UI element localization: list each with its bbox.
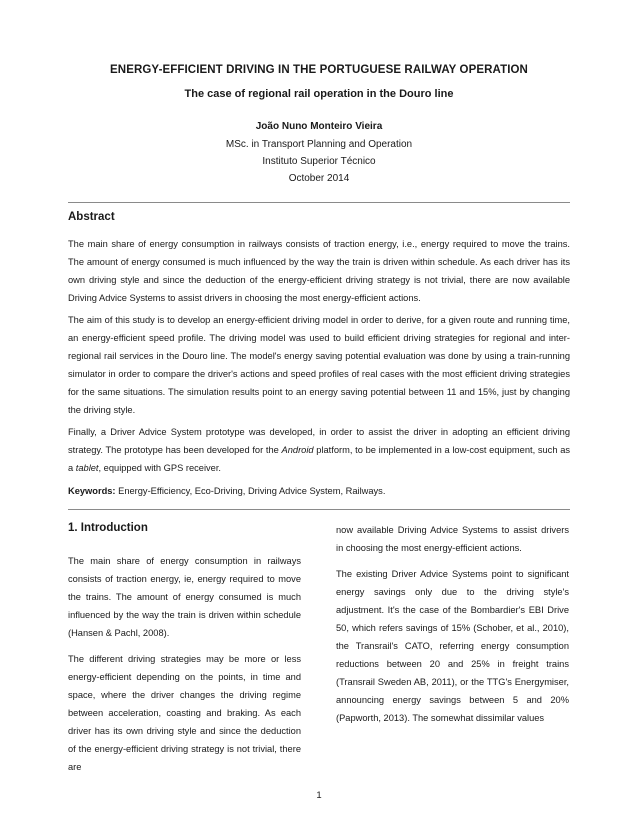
abstract-heading: Abstract: [68, 211, 115, 223]
intro-right-paragraph-1: now available Driving Advice Systems to assist drivers in choosing the most energy-efficient actions.: [336, 525, 569, 553]
divider-bottom: [68, 509, 570, 510]
paper-date: October 2014: [288, 173, 350, 184]
abstract-paragraph-1: The main share of energy consumption in railways consists of traction energy, i.e., energy required to move the trains. The amount of energy consumed is much influenced by the way the train is driven within schedule. As each driver has its own driving style and since the deduction of the energy-efficient driving strategy is not trivial, there are now available Driving Advice Systems to assist drivers in choosing the most energy-efficient actions.: [68, 239, 570, 303]
divider-top: [68, 202, 570, 203]
author-name: João Nuno Monteiro Vieira: [255, 121, 383, 132]
page-number: 1: [316, 790, 322, 801]
column-left: [68, 522, 301, 784]
intro-left-paragraph-2: The different driving strategies may be more or less energy-efficient depending on the points, in time and space, where the driver changes the driving regime between acceleration, coasting and braking. As each driver has its own driving style and since the deduction of the energy-efficient driving strategy is not trivial, there are: [68, 654, 301, 772]
tablet-term: tablet: [75, 463, 99, 473]
abstract-p3-part-c: , equipped with GPS receiver.: [98, 463, 221, 473]
abstract-paragraph-3: [68, 423, 570, 477]
abstract-paragraph-2: The aim of this study is to develop an energy-efficient driving model in order to derive, for a given route and running time, an energy-efficient speed profile. The driving model was used to build efficient driving strategies for regional and inter-regional rail services in the Douro line. The model's energy saving potential evaluation was done by using a train-running simulator in order to compare the driver's actions and speed profiles of real cases with the most efficient driving strategies for the same situations. The simulation results point to an energy saving potential between 11 and 15%, just by changing the driving style.: [68, 315, 570, 415]
android-term: Android: [281, 445, 314, 455]
abstract-body: [68, 235, 570, 481]
keywords-line: [68, 486, 385, 496]
keywords-label: Keywords:: [68, 486, 116, 496]
section-heading-introduction: 1. Introduction: [68, 522, 148, 534]
intro-right-paragraph-2: The existing Driver Advice Systems point to significant energy savings only due to the driving style's adjustment. It's the case of the Bombardier's EBI Drive 50, which refers savings of 15% (Schober, et al., 2010), the Transrail's CATO, referring energy consumption reductions between 20 and 25% in freight trains (Transrail Sweden AB, 2011), or the TTG's Energymiser, announcing energy savings between 5 and 20% (Papworth, 2013). The somewhat dissimilar values: [336, 569, 569, 723]
paper-subtitle: The case of regional rail operation in the Douro line: [184, 88, 454, 100]
abstract-p3-part-b: platform, to be implemented in a low-cost equipment, such as a: [68, 445, 571, 473]
keywords-list: Energy-Efficiency, Eco-Driving, Driving Advice System, Railways.: [115, 486, 386, 496]
paper-title: ENERGY-EFFICIENT DRIVING IN THE PORTUGUESE RAILWAY OPERATION: [110, 64, 528, 76]
column-right: [336, 521, 569, 735]
abstract-p3-part-a: Finally, a Driver Advice System prototype was developed, in order to assist the driver in adopting an efficient driving strategy. The prototype has been developed for the: [68, 427, 570, 455]
author-degree: MSc. in Transport Planning and Operation: [225, 139, 413, 150]
intro-left-paragraph-1: The main share of energy consumption in railways consists of traction energy, ie, energy required to move the trains. The amount of energy consumed is much influenced by the way the train is driven within schedule (Hansen & Pachl, 2008).: [68, 556, 301, 638]
author-institution: Instituto Superior Técnico: [262, 156, 376, 167]
